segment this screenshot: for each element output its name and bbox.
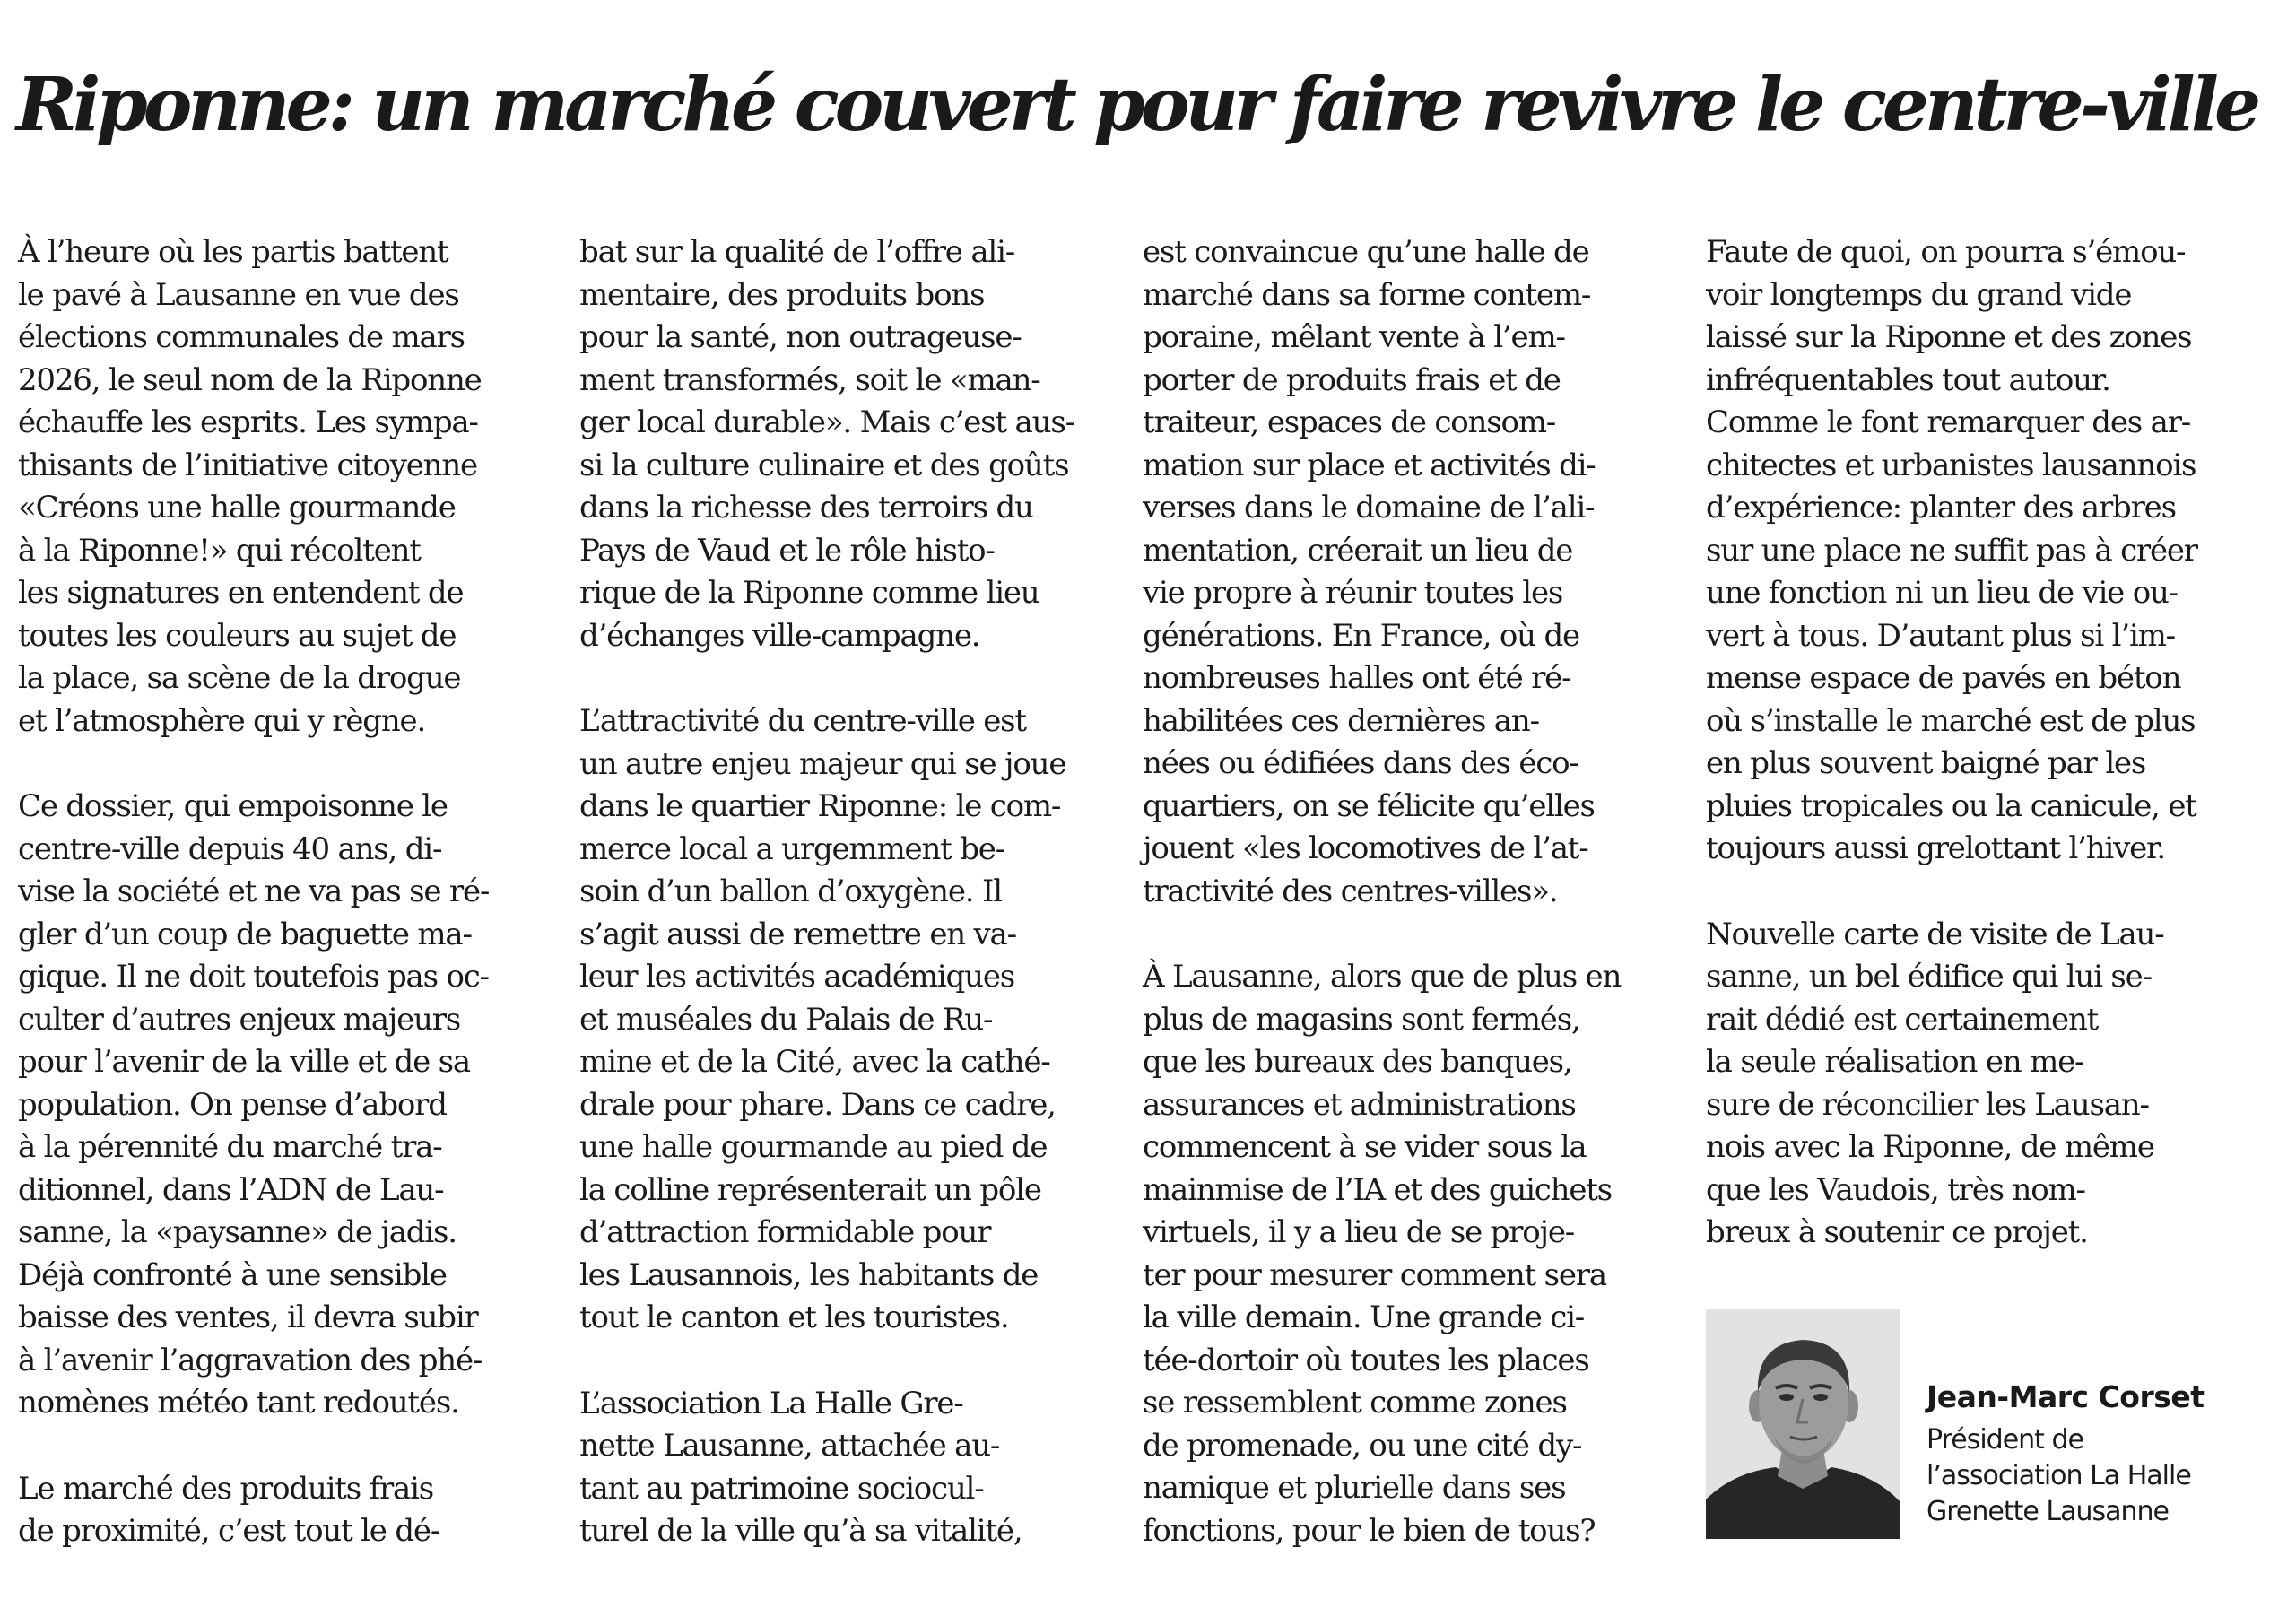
paragraph: Faute de quoi, on pourra s’émou- voir longtemps du grand vide laissé sur la Riponne et des zones infréquentables tout autour. Comme le font remarquer des ar- chitectes et urbanistes lausannois d’expérience: planter des arbres sur une place ne suffit pas à créer une fonction ni un lieu de vie ou- vert à tous. D’autant plus si l’im- mense espace de pavés en béton où s’installe le marché est de plus en plus souvent baigné par les pluies tropicales ou la canicule, et toujours aussi grelottant l’hiver. xyxy=(1706,234,2197,866)
paragraph: bat sur la qualité de l’offre ali- mentaire, des produits bons pour la santé, non outrageuse- ment transformés, soit le «man- ger local durable». Mais c’est aus- si la culture culinaire et des goûts dans la richesse des terroirs du Pays de Vaud et le rôle histo- rique de la Riponne comme lieu d’échanges ville-campagne. xyxy=(579,234,1074,654)
paragraph: Ce dossier, qui empoisonne le centre-ville depuis 40 ans, di- vise la société et ne va pas se ré- gler d’un coup de baguette ma- gique. Il ne doit toutefois pas oc- culter d’autres enjeux majeurs pour l’avenir de la ville et de sa population. On pense d’abord à la pérennité du marché tra- ditionnel, dans l’ADN de Lau- sanne, la «paysanne» de jadis. Déjà confronté à une sensible baisse des ventes, il devra subir à l’avenir l’aggravation des phé- nomènes météo tant redoutés. xyxy=(18,788,490,1421)
author-portrait-icon xyxy=(1706,1309,1900,1539)
article-title: Riponne: un marché couvert pour faire revivre le centre-ville xyxy=(16,62,2257,148)
article-column-2 xyxy=(579,231,1109,1553)
paragraph: L’attractivité du centre-ville est un autre enjeu majeur qui se joue dans le quartier Riponne: le com- merce local a urgemment be- soin d’un ballon d’oxygène. Il s’agit aussi de remettre en va- leur les activités académiques et muséales du Palais de Ru- mine et de la Cité, avec la cathé- drale pour phare. Dans ce cadre, une halle gourmande au pied de la colline représenterait un pôle d’attraction formidable pour les Lausannois, les habitants de tout le canton et les touristes. xyxy=(579,703,1066,1335)
article-column-4 xyxy=(1706,231,2235,1255)
paragraph: Nouvelle carte de visite de Lau- sanne, un bel édifice qui lui se- rait dédié est certainement la seule réalisation en me- sure de réconcilier les Lausan- nois avec la Riponne, de même que les Vaudois, très nom- breux à soutenir ce projet. xyxy=(1706,916,2164,1250)
author-photo xyxy=(1706,1309,1900,1539)
paragraph: L’association La Halle Gre- nette Lausanne, attachée au- tant au patrimoine sociocul- turel de la ville qu’à sa vitalité, xyxy=(579,1385,1022,1549)
paragraph: est convaincue qu’une halle de marché dans sa forme contem- poraine, mêlant vente à l’em- porter de produits frais et de traiteur, espaces de consom- mation sur place et activités di- verses dans le domaine de l’ali- mentation, créerait un lieu de vie propre à réunir toutes les générations. En France, où de nombreuses halles ont été ré- habilitées ces dernières an- nées ou édifiées dans des éco- quartiers, on se félicite qu’elles jouent «les locomotives de l’at- tractivité des centres-villes». xyxy=(1143,234,1596,909)
paragraph: À l’heure où les partis battent le pavé à Lausanne en vue des élections communales de mars 2026, le seul nom de la Riponne échauffe les esprits. Les sympa- thisants de l’initiative citoyenne «Créons une halle gourmande à la Riponne!» qui récoltent les signatures en entendent de toutes les couleurs au sujet de la place, sa scène de la drogue et l’atmosphère qui y règne. xyxy=(18,234,482,739)
author-role: Président de l’association La Halle Grenette Lausanne xyxy=(1926,1424,2191,1527)
article-column-1 xyxy=(18,231,547,1553)
article-column-3 xyxy=(1143,231,1672,1552)
author-name: Jean-Marc Corset xyxy=(1926,1379,2205,1414)
paragraph: À Lausanne, alors que de plus en plus de magasins sont fermés, que les bureaux des banques, assurances et administrations commencent à se vider sous la mainmise de l’IA et des guichets virtuels, il y a lieu de se proje- ter pour mesurer comment sera la ville demain. Une grande ci- tée-dortoir où toutes les places se ressemblent comme zones de promenade, ou une cité dy- namique et plurielle dans ses fonctions, pour le bien de tous? xyxy=(1143,959,1622,1549)
author-box xyxy=(1706,1309,2280,1543)
paragraph: Le marché des produits frais de proximité, c’est tout le dé- xyxy=(18,1470,440,1549)
